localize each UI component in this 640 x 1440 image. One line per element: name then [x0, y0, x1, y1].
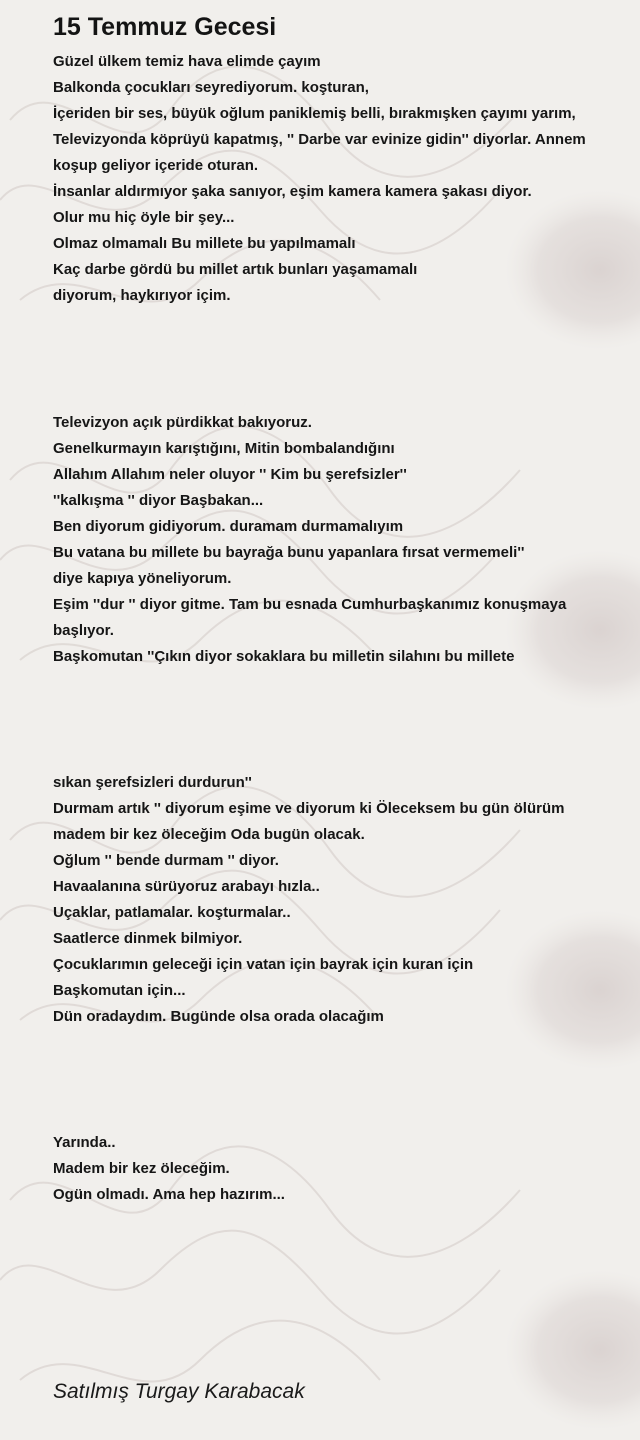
poem-line: başlıyor. [53, 622, 114, 639]
poem-title: 15 Temmuz Gecesi [53, 13, 277, 41]
poem-line: Televizyonda köprüyü kapatmış, '' Darbe var evinize gidin'' diyorlar. Annem [53, 131, 586, 148]
poem-stanza-4 [53, 1130, 633, 1208]
poem-line: Madem bir kez öleceğim. [53, 1160, 230, 1177]
poem-line: Olur mu hiç öyle bir şey... [53, 209, 235, 226]
poem-line: ''kalkışma '' diyor Başbakan... [53, 492, 264, 509]
poem-line: Yarında.. [53, 1134, 116, 1151]
poem-line: diyorum, haykırıyor içim. [53, 287, 231, 304]
poem-stanza-3 [53, 770, 633, 1030]
poem-line: diye kapıya yöneliyorum. [53, 570, 232, 587]
poem-line: Olmaz olmamalı Bu millete bu yapılmamalı [53, 235, 356, 252]
poem-line: Eşim ''dur '' diyor gitme. Tam bu esnada Cumhurbaşkanımız konuşmaya [53, 596, 567, 613]
poem-line: Kaç darbe gördü bu millet artık bunları yaşamamalı [53, 261, 418, 278]
poem-stanza-2 [53, 410, 633, 670]
poem-line: Çocuklarımın geleceği için vatan için bayrak için kuran için [53, 956, 474, 973]
poem-line: Ogün olmadı. Ama hep hazırım... [53, 1186, 285, 1203]
poem-line: Havaalanına sürüyoruz arabayı hızla.. [53, 878, 320, 895]
poem-line: Durmam artık '' diyorum eşime ve diyorum ki Öleceksem bu gün ölürüm [53, 800, 565, 817]
poem-author: Satılmış Turgay Karabacak [53, 1380, 305, 1403]
poem-stanza-1 [53, 49, 633, 309]
poem-line: Saatlerce dinmek bilmiyor. [53, 930, 243, 947]
poem-line: Televizyon açık pürdikkat bakıyoruz. [53, 414, 312, 431]
poem-line: Oğlum '' bende durmam '' diyor. [53, 852, 279, 869]
poem-line: İnsanlar aldırmıyor şaka sanıyor, eşim kamera kamera şakası diyor. [53, 183, 532, 200]
poem-line: sıkan şerefsizleri durdurun'' [53, 774, 252, 791]
poem-line: Başkomutan ''Çıkın diyor sokaklara bu milletin silahını bu millete [53, 648, 515, 665]
poem-line: Bu vatana bu millete bu bayrağa bunu yapanlara fırsat vermemeli'' [53, 544, 525, 561]
poem-line: Genelkurmayın karıştığını, Mitin bombalandığını [53, 440, 395, 457]
poem-line: Allahım Allahım neler oluyor '' Kim bu şerefsizler'' [53, 466, 407, 483]
poem-line: Dün oradaydım. Bugünde olsa orada olacağım [53, 1008, 384, 1025]
poem-line: Ben diyorum gidiyorum. duramam durmamalıyım [53, 518, 404, 535]
poem-line: madem bir kez öleceğim Oda bugün olacak. [53, 826, 365, 843]
poem-line: Uçaklar, patlamalar. koşturmalar.. [53, 904, 291, 921]
poem-line: Balkonda çocukları seyrediyorum. koşturan, [53, 79, 369, 96]
poem-line: koşup geliyor içeride oturan. [53, 157, 259, 174]
poem-line: Başkomutan için... [53, 982, 186, 999]
poem-line: Güzel ülkem temiz hava elimde çayım [53, 53, 321, 70]
poem-line: İçeriden bir ses, büyük oğlum paniklemiş belli, bırakmışken çayımı yarım, [53, 105, 576, 122]
